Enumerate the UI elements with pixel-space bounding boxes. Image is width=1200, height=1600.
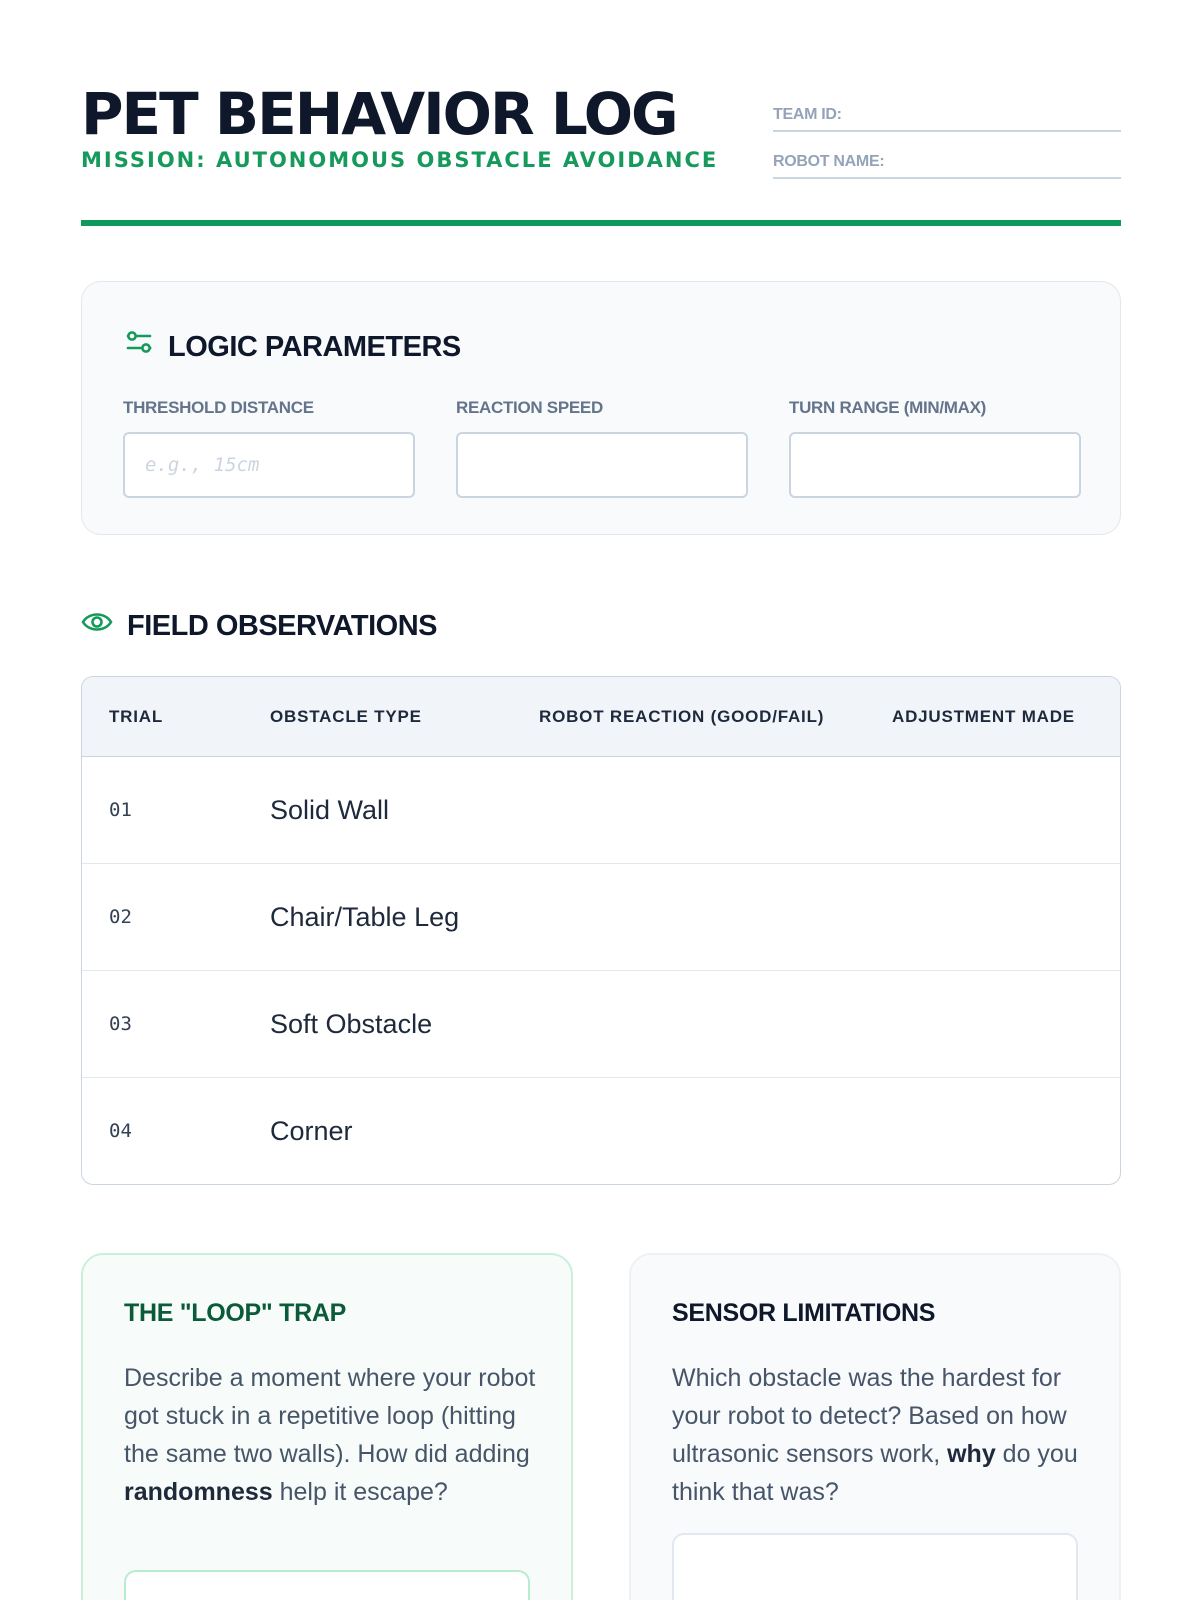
observations-table [81,676,1121,1185]
reaction-speed-label: REACTION SPEED [456,398,603,417]
team-id-label: TEAM ID: [773,106,842,123]
robot-name-label: ROBOT NAME: [773,153,885,170]
sensor-limitations-answer-box[interactable] [672,1533,1078,1600]
column-header-robot-reaction: ROBOT REACTION (GOOD/FAIL) [539,707,825,726]
sensor-limitations-title: SENSOR LIMITATIONS [672,1299,936,1327]
obstacle-type: Chair/Table Leg [270,902,460,932]
team-id-field[interactable] [773,98,1121,132]
sensor-limitations-card [629,1253,1121,1600]
header [81,0,1121,228]
sliders-icon [124,328,154,366]
mission-subtitle: MISSION: AUTONOMOUS OBSTACLE AVOIDANCE [81,148,719,172]
sensor-limitations-question: Which obstacle was the hardest for your robot to detect? Based on how ultrasonic sensors work, why do you think that was? [672,1364,1078,1506]
page-title: PET BEHAVIOR LOG [81,80,677,148]
threshold-distance-label: THRESHOLD DISTANCE [123,398,314,417]
table-row [82,1078,1120,1185]
loop-trap-card [81,1253,573,1600]
turn-range-input[interactable] [789,432,1081,498]
robot-name-field[interactable] [773,145,1121,179]
field-observations-title: FIELD OBSERVATIONS [127,609,438,642]
turn-range-label: TURN RANGE (MIN/MAX) [789,398,987,417]
table-row [82,971,1120,1078]
logic-parameters-card [81,281,1121,535]
reaction-speed-input[interactable] [456,432,748,498]
column-header-trial: TRIAL [109,707,164,726]
loop-trap-title: THE "LOOP" TRAP [124,1299,346,1327]
table-row [82,864,1120,971]
eye-icon [81,606,113,646]
threshold-distance-field [123,398,415,498]
trial-number: 03 [109,1013,132,1035]
trial-number: 04 [109,1120,132,1142]
loop-trap-question: Describe a moment where your robot got stuck in a repetitive loop (hitting the same two walls). How did adding randomness help it escape? [124,1364,536,1506]
threshold-distance-input[interactable] [123,432,415,498]
table-header [82,677,1120,757]
logic-parameters-title: LOGIC PARAMETERS [168,330,461,363]
header-divider [81,220,1121,226]
trial-number: 01 [109,799,132,821]
obstacle-type: Soft Obstacle [270,1009,433,1039]
worksheet-page [81,0,1121,1506]
loop-trap-answer-box[interactable] [124,1570,530,1600]
table-row [82,757,1120,864]
column-header-adjustment-made: ADJUSTMENT MADE [892,707,1075,726]
turn-range-field [789,398,1081,498]
reaction-speed-field [456,398,748,498]
field-observations-heading [81,606,437,646]
logic-parameters-heading [124,328,461,366]
column-header-obstacle-type: OBSTACLE TYPE [270,707,422,726]
obstacle-type: Solid Wall [270,795,390,825]
trial-number: 02 [109,906,132,928]
obstacle-type: Corner [270,1116,353,1146]
